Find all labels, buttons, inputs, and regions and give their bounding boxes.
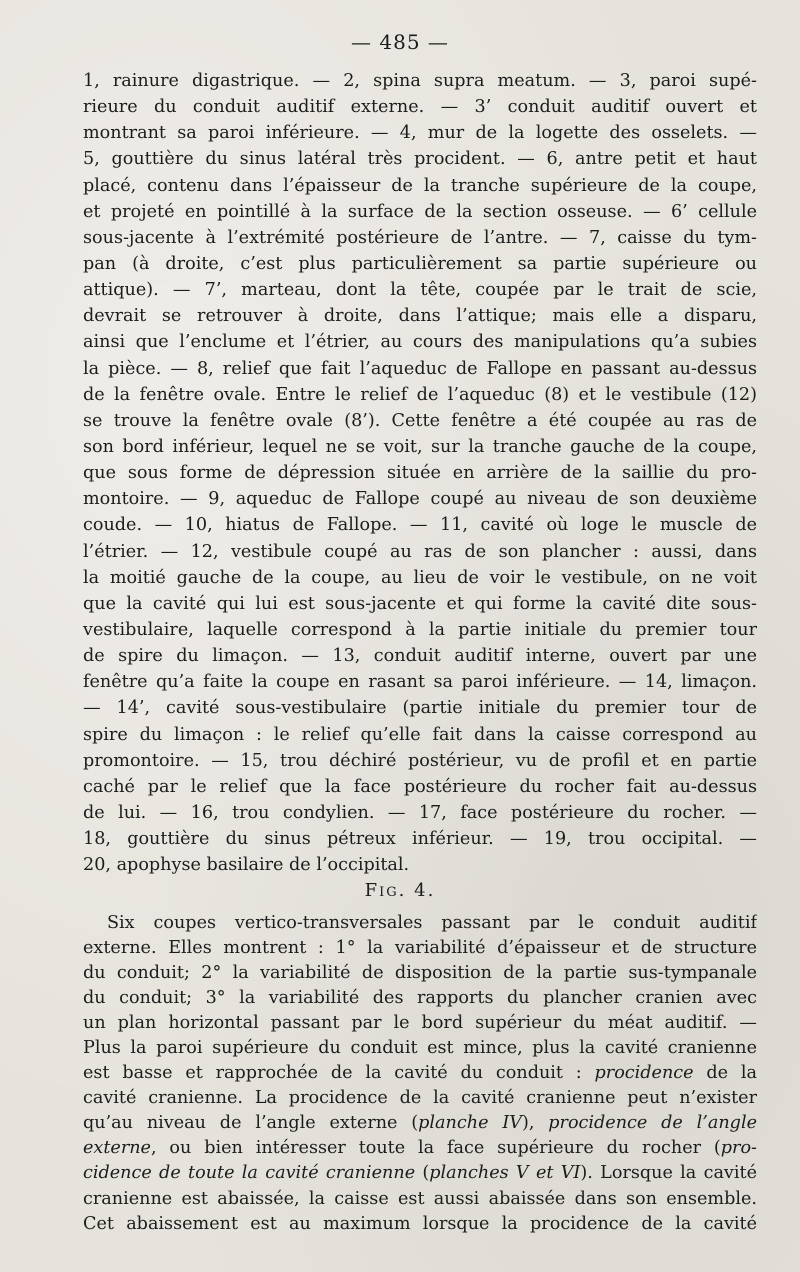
italic-term: procidence de l’angle — [548, 1113, 757, 1134]
body-line — [83, 1161, 757, 1186]
legend-line: attique). — 7’, marteau, dont la tête, coupée par le trait de scie, — [83, 280, 757, 301]
italic-term: planches V et VI — [429, 1163, 581, 1184]
italic-term: cidence de toute la cavité cranienne — [83, 1163, 416, 1184]
legend-line: caché par le relief que la face postérieure du rocher fait au-dessus — [83, 776, 757, 797]
figure-heading-text: Fig. 4. — [364, 880, 436, 901]
legend-line: 20, apophyse basilaire de l’occipital. — [83, 855, 410, 876]
body-text: ). Lorsque la cavité — [580, 1163, 757, 1184]
legend-line: 1, rainure digastrique. — 2, spina supra meatum. — 3, paroi supé- — [83, 71, 757, 91]
body-line: Cet abaissement est au maximum lorsque la procidence de la cavité — [83, 1213, 757, 1234]
legend-line: — 14’, cavité sous-vestibulaire (partie initiale du premier tour de — [83, 698, 757, 719]
legend-line: devrait se retrouver à droite, dans l’attique; mais elle a disparu, — [83, 306, 757, 327]
legend-line: que sous forme de dépression située en arrière de la saillie du pro- — [83, 463, 757, 484]
body-line — [83, 1136, 757, 1161]
figure-legend — [83, 68, 757, 878]
legend-line: la moitié gauche de la coupe, au lieu de voir le vestibule, on ne voit — [83, 567, 757, 588]
italic-term: pro- — [720, 1138, 757, 1159]
legend-line: montoire. — 9, aqueduc de Fallope coupé au niveau de son deuxième — [83, 489, 757, 510]
legend-line: ainsi que l’enclume et l’étrier, au cours des manipulations qu’a subies — [83, 332, 757, 353]
legend-line: placé, contenu dans l’épaisseur de la tranche supérieure de la coupe, — [83, 175, 757, 196]
body-line: Plus la paroi supérieure du conduit est mince, plus la cavité cranienne — [83, 1038, 757, 1059]
body-text: qu’au niveau de l’angle externe ( — [83, 1113, 419, 1134]
legend-line: 5, gouttière du sinus latéral très procident. — 6, antre petit et haut — [83, 149, 757, 170]
italic-term: procidence — [594, 1063, 694, 1084]
body-line — [83, 1061, 757, 1086]
legend-line: promontoire. — 15, trou déchiré postérieur, vu de profil et en partie — [83, 750, 757, 771]
legend-line: se trouve la fenêtre ovale (8’). Cette fenêtre a été coupée au ras de — [83, 410, 757, 431]
body-line: externe. Elles montrent : 1° la variabilité d’épaisseur et de structure — [83, 938, 757, 959]
legend-line: montrant sa paroi inférieure. — 4, mur de la logette des osselets. — — [83, 123, 757, 144]
legend-line: pan (à droite, c’est plus particulièrement sa partie supérieure ou — [83, 253, 757, 274]
legend-line: que la cavité qui lui est sous-jacente et qui forme la cavité dite sous- — [83, 593, 757, 614]
body-line: un plan horizontal passant par le bord supérieur du méat auditif. — — [83, 1013, 757, 1034]
legend-line: la pièce. — 8, relief que fait l’aqueduc de Fallope en passant au-dessus — [83, 358, 757, 379]
legend-line: sous-jacente à l’extrémité postérieure de l’antre. — 7, caisse du tym- — [83, 227, 757, 248]
legend-line: rieure du conduit auditif externe. — 3’ conduit auditif ouvert et — [83, 97, 757, 118]
legend-line: de la fenêtre ovale. Entre le relief de l’aqueduc (8) et le vestibule (12) — [83, 384, 757, 405]
legend-line: de lui. — 16, trou condylien. — 17, face postérieure du rocher. — — [83, 802, 757, 823]
body-line: du conduit; 2° la variabilité de disposition de la partie sus-tympanale — [83, 963, 757, 984]
legend-line: spire du limaçon : le relief qu’elle fait dans la caisse correspond au — [83, 724, 757, 745]
figure-heading — [0, 880, 800, 901]
page-number: — 485 — — [351, 30, 449, 54]
italic-term: planche IV — [418, 1113, 522, 1134]
legend-line: fenêtre qu’a faite la coupe en rasant sa paroi inférieure. — 14, limaçon. — [83, 672, 757, 693]
body-paragraph — [83, 911, 757, 1237]
body-line: cavité cranienne. La procidence de la cavité cranienne peut n’exister — [83, 1088, 757, 1109]
legend-line: son bord inférieur, lequel ne se voit, sur la tranche gauche de la coupe, — [83, 436, 757, 457]
body-text: ), — [521, 1113, 549, 1134]
body-line: Six coupes vertico-transversales passant par le conduit auditif — [107, 913, 757, 933]
body-line: du conduit; 3° la variabilité des rapports du plancher cranien avec — [83, 988, 757, 1009]
legend-line: coude. — 10, hiatus de Fallope. — 11, cavité où loge le muscle de — [83, 515, 757, 536]
legend-line: et projeté en pointillé à la surface de la section osseuse. — 6’ cellule — [83, 201, 757, 222]
legend-line: 18, gouttière du sinus pétreux inférieur. — 19, trou occipital. — — [83, 829, 757, 850]
body-text: , ou bien intéresser toute la face supérieure du rocher ( — [150, 1138, 721, 1159]
body-text: ( — [415, 1163, 430, 1184]
body-line — [83, 1111, 757, 1136]
legend-line: vestibulaire, laquelle correspond à la partie initiale du premier tour — [83, 619, 757, 640]
body-text: de la — [693, 1063, 757, 1084]
legend-line: l’étrier. — 12, vestibule coupé au ras de son plancher : aussi, dans — [83, 541, 757, 562]
body-text: est basse et rapprochée de la cavité du conduit : — [83, 1063, 595, 1084]
body-line: cranienne est abaissée, la caisse est aussi abaissée dans son ensemble. — [83, 1188, 757, 1209]
italic-term: externe — [83, 1138, 151, 1159]
legend-line: de spire du limaçon. — 13, conduit auditif interne, ouvert par une — [83, 646, 757, 667]
